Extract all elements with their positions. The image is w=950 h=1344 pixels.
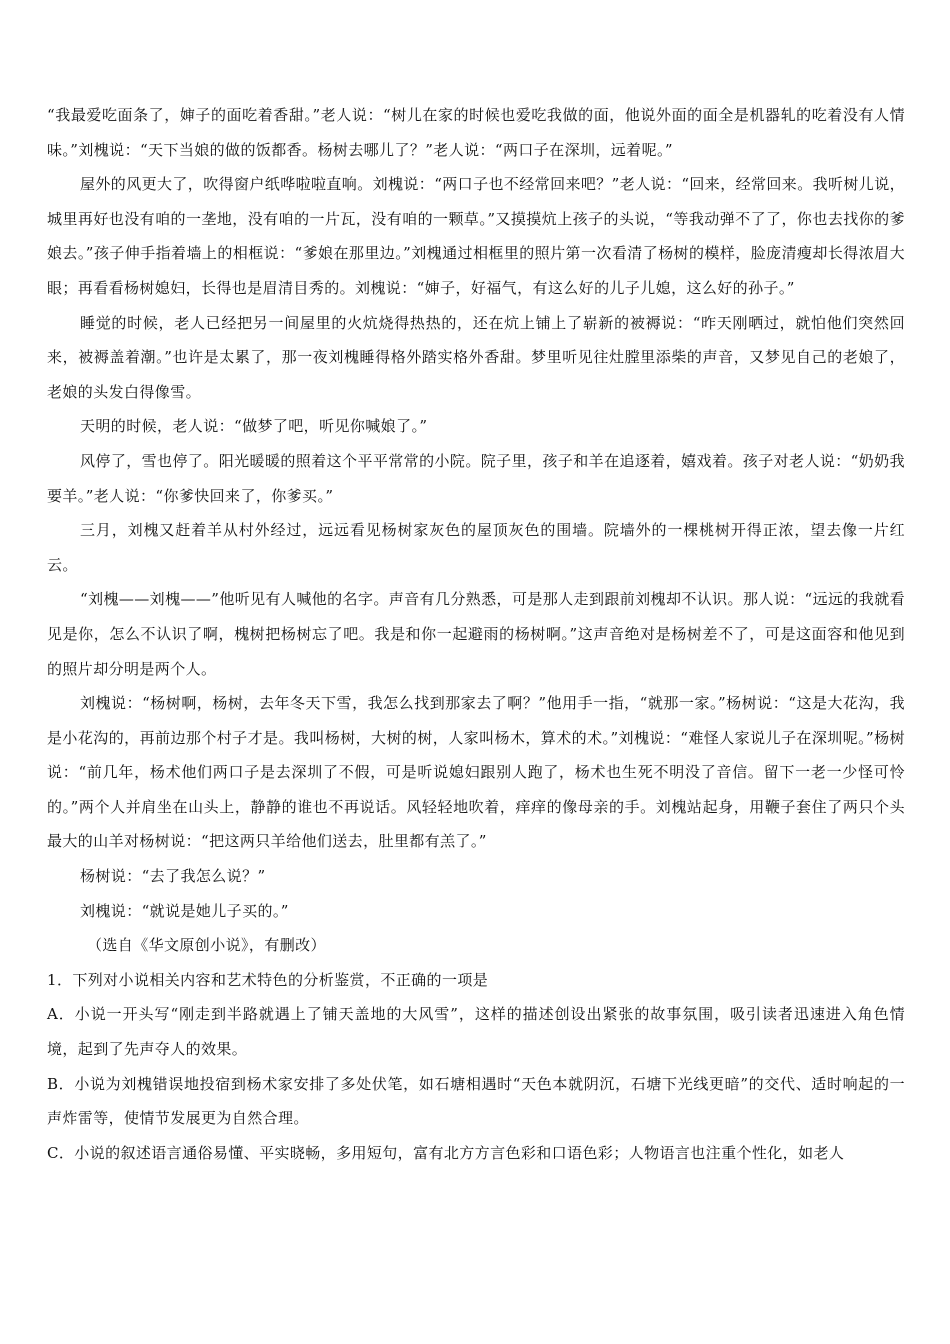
story-paragraph-9: 杨树说：“去了我怎么说？” — [80, 867, 266, 886]
story-paragraph-5: 风停了，雪也停了。阳光暖暖的照着这个平平常常的小院。院子里，孩子和羊在追逐着，嬉戏着。孩子对老人说：“奶奶我要羊。”老人说：“你爹快回来了，你爹买。” — [47, 451, 905, 505]
document-body — [47, 98, 905, 1170]
question-option-b: B．小说为刘槐错误地投宿到杨术家安排了多处伏笔，如石塘相遇时“天色本就阴沉，石塘下光线更暗”的交代、适时响起的一声炸雷等，使情节发展更为自然合理。 — [47, 1074, 905, 1128]
story-paragraph-6: 三月，刘槐又赶着羊从村外经过，远远看见杨树家灰色的屋顶灰色的围墙。院墙外的一棵桃树开得正浓，望去像一片红云。 — [47, 521, 905, 574]
story-paragraph-10: 刘槐说：“就说是她儿子买的。” — [80, 901, 289, 920]
question-stem: 1．下列对小说相关内容和艺术特色的分析鉴赏，不正确的一项是 — [47, 970, 489, 989]
story-paragraph-1: “我最爱吃面条了，婶子的面吃着香甜。”老人说：“树儿在家的时候也爱吃我做的面，他说外面的面全是机器轧的吃着没有人情味。”刘槐说：“天下当娘的做的饭都香。杨树去哪儿了？”老人说：“两口子在深圳，远着呢。” — [47, 106, 905, 159]
question-block — [47, 963, 905, 1171]
source-citation: （选自《华文原创小说》，有删改） — [87, 936, 326, 955]
question-option-a: A．小说一开头写“刚走到半路就遇上了铺天盖地的大风雪”，这样的描述创设出紧张的故事氛围，吸引读者迅速进入角色情境，起到了先声夺人的效果。 — [47, 1005, 905, 1059]
question-option-c: C．小说的叙述语言通俗易懂、平实晓畅，多用短句，富有北方方言色彩和口语色彩；人物语言也注重个性化，如老人 — [47, 1143, 845, 1162]
story-paragraph-7: “刘槐——刘槐——”他听见有人喊他的名字。声音有几分熟悉，可是那人走到跟前刘槐却不认识。那人说：“远远的我就看见是你，怎么不认识了啊，槐树把杨树忘了吧。我是和你一起避雨的杨树啊。”这声音绝对是杨树差不了，可是这面容和他见到的照片却分明是两个人。 — [47, 590, 906, 678]
story-paragraph-2: 屋外的风更大了，吹得窗户纸哗啦啦直响。刘槐说：“两口子也不经常回来吧？”老人说：“回来，经常回来。我听树儿说，城里再好也没有咱的一垄地，没有咱的一片瓦，没有咱的一颗草。”又摸摸炕上孩子的头说，“等我动弹不了了，你也去找你的爹娘去。”孩子伸手指着墙上的相框说：“爹娘在那里边。”刘槐通过相框里的照片第一次看清了杨树的模样，脸庞清瘦却长得浓眉大眼；再看看杨树媳妇，长得也是眉清目秀的。刘槐说：“婶子，好福气，有这么好的儿子儿媳，这么好的孙子。” — [47, 175, 906, 297]
story-paragraph-4: 天明的时候，老人说：“做梦了吧，听见你喊娘了。” — [80, 417, 428, 436]
story-paragraph-8: 刘槐说：“杨树啊，杨树，去年冬天下雪，我怎么找到那家去了啊？”他用手一指，“就那一家。”杨树说：“这是大花沟，我是小花沟的，再前边那个村子才是。我叫杨树，大树的树，人家叫杨木，算术的术。”刘槐说：“难怪人家说儿子在深圳呢。”杨树说：“前几年，杨术他们两口子是去深圳了不假，可是听说媳妇跟别人跑了，杨术也生死不明没了音信。留下一老一少怪可怜的。”两个人并肩坐在山头上，静静的谁也不再说话。风轻轻地吹着，痒痒的像母亲的手。刘槐站起身，用鞭子套住了两只个头最大的山羊对杨树说：“把这两只羊给他们送去，肚里都有羔了。” — [47, 694, 905, 851]
story-paragraph-3: 睡觉的时候，老人已经把另一间屋里的火炕烧得热热的，还在炕上铺上了崭新的被褥说：“昨天刚晒过，就怕他们突然回来，被褥盖着潮。”也许是太累了，那一夜刘槐睡得格外踏实格外香甜。梦里听见往灶膛里添柴的声音，又梦见自己的老娘了，老娘的头发白得像雪。 — [47, 313, 905, 401]
